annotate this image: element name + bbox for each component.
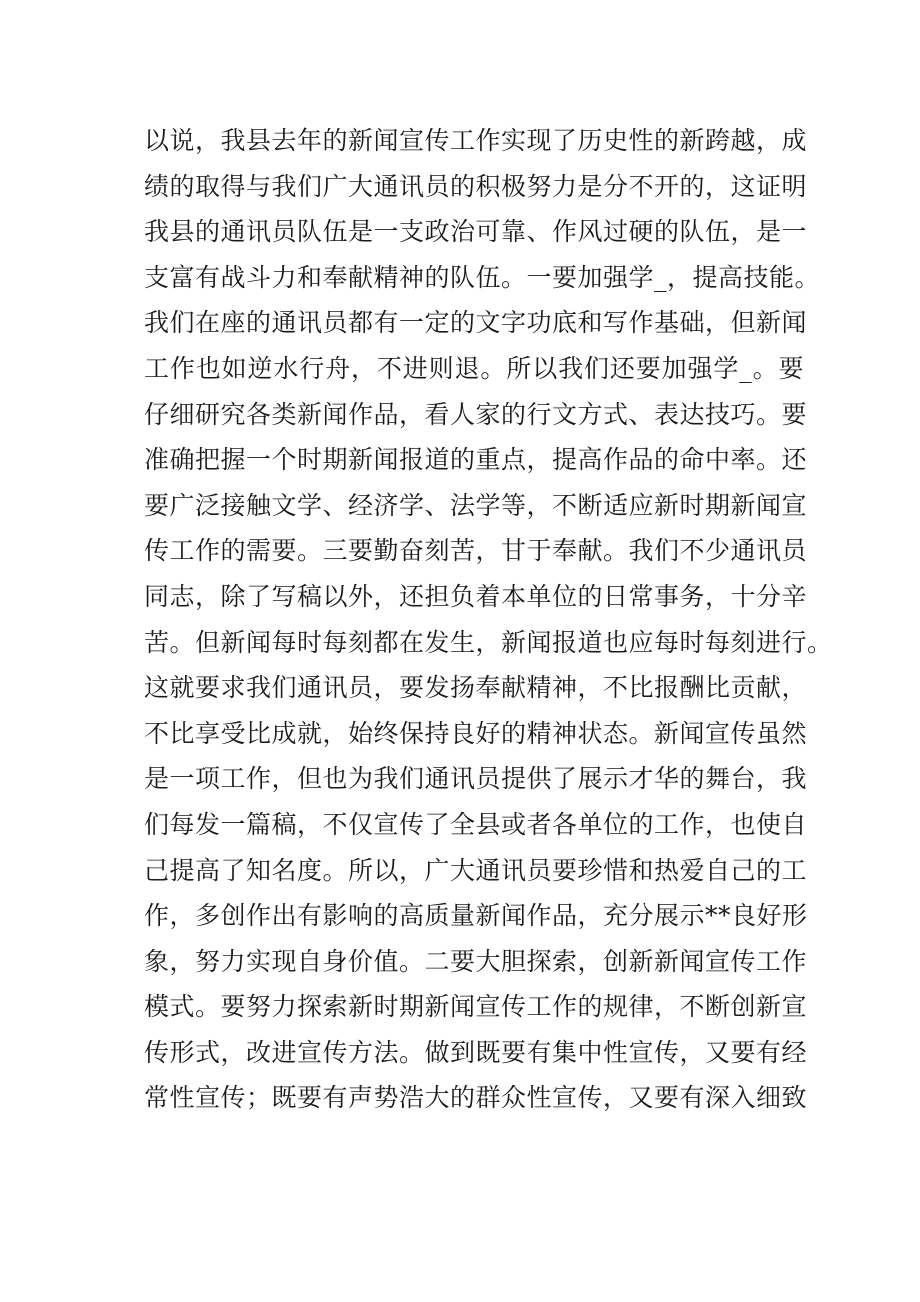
text-line: 工作也如逆水行舟，不进则退。所以我们还要加强学_。要: [144, 353, 804, 383]
text-line: 要广泛接触文学、经济学、法学等，不断适应新时期新闻宣: [144, 490, 808, 520]
body-text: [144, 118, 833, 1121]
text-line: 常性宣传；既要有声势浩大的群众性宣传，又要有深入细致: [144, 1083, 808, 1113]
text-line: 支富有战斗力和奉献精神的队伍。一要加强学_，提高技能。: [144, 262, 821, 292]
text-line: 准确把握一个时期新闻报道的重点，提高作品的命中率。还: [144, 445, 808, 475]
text-line: 这就要求我们通讯员，要发扬奉献精神，不比报酬比贡献，: [144, 673, 808, 703]
text-line: 们每发一篇稿，不仅宣传了全县或者各单位的工作，也使自: [144, 809, 808, 839]
text-line: 己提高了知名度。所以，广大通讯员要珍惜和热爱自己的工: [144, 855, 808, 885]
text-line: 同志，除了写稿以外，还担负着本单位的日常事务，十分辛: [144, 581, 808, 611]
text-line: 仔细研究各类新闻作品，看人家的行文方式、表达技巧。要: [144, 399, 808, 429]
text-line: 传工作的需要。三要勤奋刻苦，甘于奉献。我们不少通讯员: [144, 536, 808, 566]
text-line: 作，多创作出有影响的高质量新闻作品，充分展示**良好形: [144, 901, 808, 931]
text-line: 传形式，改进宣传方法。做到既要有集中性宣传，又要有经: [144, 1037, 808, 1067]
text-line: 不比享受比成就，始终保持良好的精神状态。新闻宣传虽然: [144, 718, 808, 748]
text-line: 以说，我县去年的新闻宣传工作实现了历史性的新跨越，成: [144, 126, 808, 155]
text-line: 我们在座的通讯员都有一定的文字功底和写作基础，但新闻: [144, 308, 808, 338]
text-line: 象，努力实现自身价值。二要大胆探索，创新新闻宣传工作: [144, 946, 808, 976]
text-line: 我县的通讯员队伍是一支政治可靠、作风过硬的队伍，是一: [144, 217, 808, 247]
text-line: 模式。要努力探索新时期新闻宣传工作的规律，不断创新宣: [144, 992, 808, 1022]
text-line: 绩的取得与我们广大通讯员的积极努力是分不开的，这证明: [144, 171, 808, 201]
text-line: 苦。但新闻每时每刻都在发生，新闻报道也应每时每刻进行。: [144, 627, 833, 657]
text-line: 是一项工作，但也为我们通讯员提供了展示才华的舞台，我: [144, 764, 808, 794]
